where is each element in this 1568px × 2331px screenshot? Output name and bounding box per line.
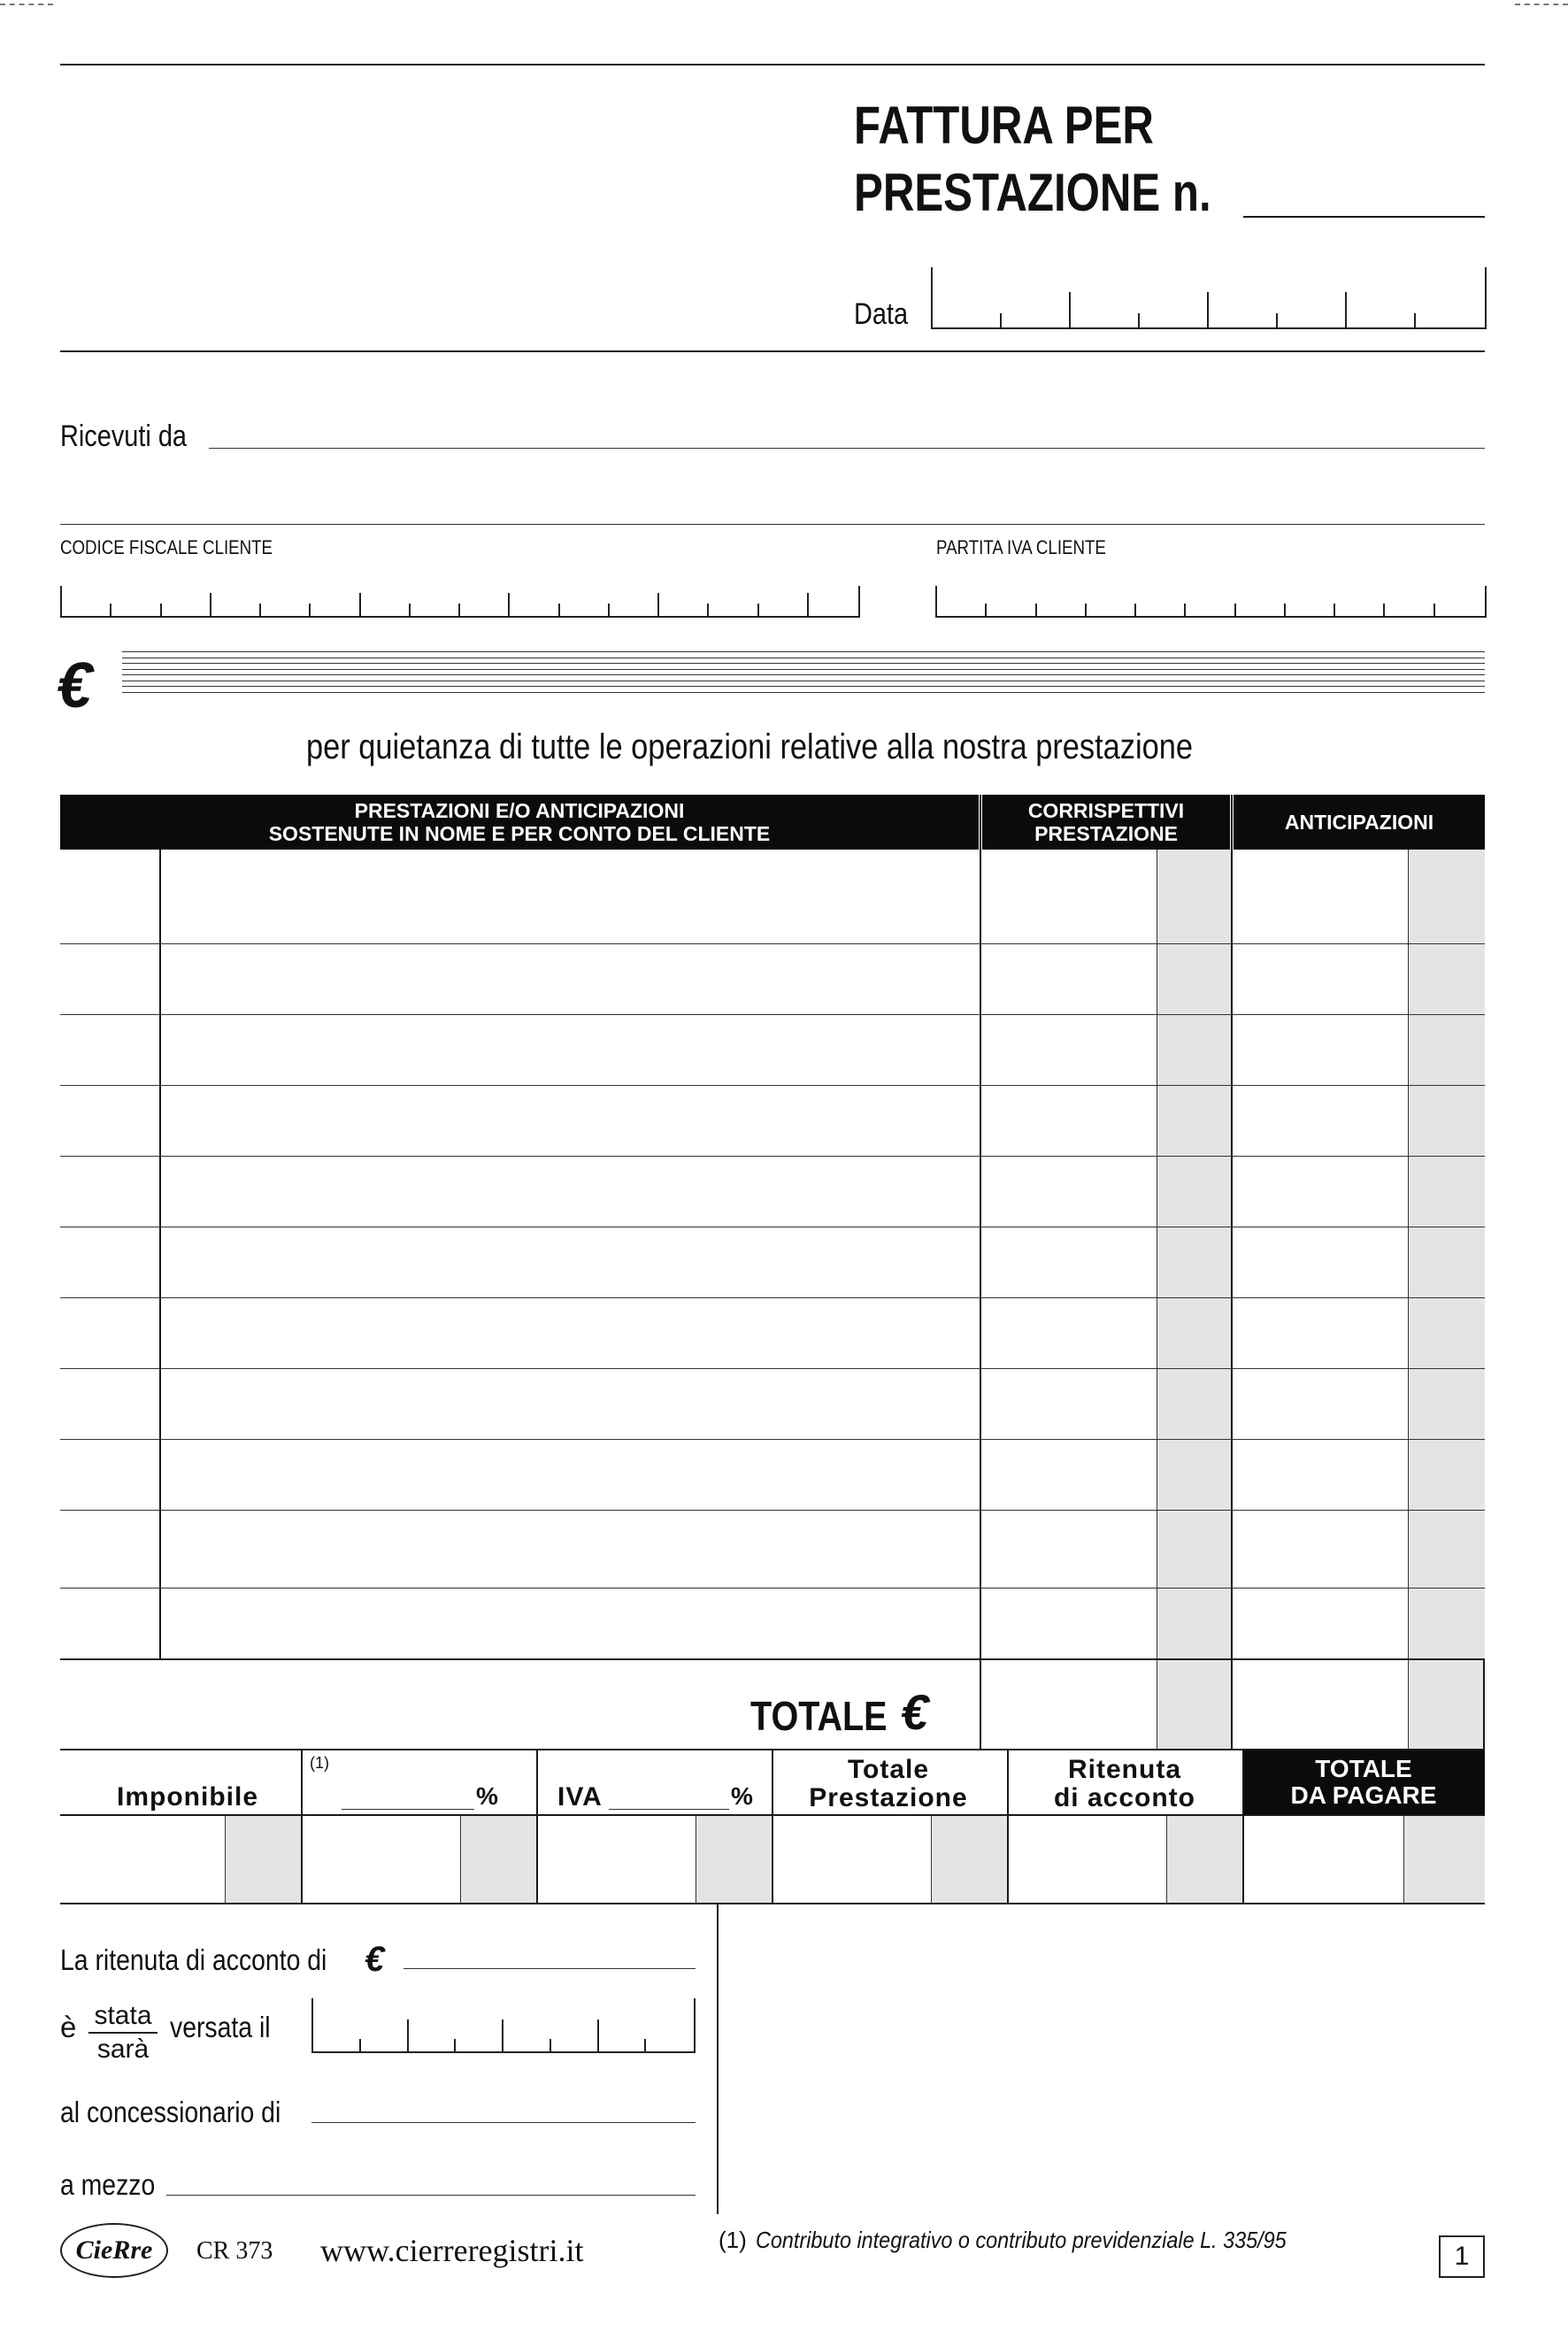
fees-cents-column <box>1157 850 1232 1749</box>
box-tick <box>1414 313 1416 327</box>
payment-date-field[interactable] <box>311 1998 696 2053</box>
box-tick <box>407 2019 409 2051</box>
amount-rule <box>122 663 1485 664</box>
date-field[interactable] <box>931 267 1487 329</box>
taxable-amount-cell[interactable] <box>60 1816 225 1903</box>
total-label: TOTALE <box>750 1693 888 1739</box>
contribution-percent-sign: % <box>476 1782 498 1810</box>
concessionaire-label: al concessionario di <box>60 2096 281 2128</box>
invoice-number-field[interactable] <box>1243 216 1485 218</box>
amount-rule <box>122 674 1485 675</box>
cierre-logo <box>60 2223 168 2278</box>
box-tick <box>409 604 411 616</box>
box-tick <box>1345 292 1347 327</box>
received-from-field[interactable] <box>209 448 1485 449</box>
advances-header-label: ANTICIPAZIONI <box>1284 810 1434 834</box>
total-due-amount-cell[interactable] <box>1244 1816 1403 1903</box>
fees-column-header <box>982 795 1230 850</box>
table-fees-divider <box>980 795 981 1749</box>
summary-divider-4 <box>1007 1750 1009 1903</box>
box-tick <box>508 593 510 616</box>
date-label: Data <box>854 297 909 331</box>
top-rule <box>60 64 1485 65</box>
fees-header-line2: PRESTAZIONE <box>1034 822 1178 845</box>
box-tick <box>1334 604 1335 616</box>
received-from-field-line2[interactable] <box>60 524 1485 525</box>
taxable-label: Imponibile <box>117 1782 258 1812</box>
total-service-line1: Totale <box>847 1755 930 1784</box>
taxable-cents-cell <box>225 1816 301 1903</box>
summary-cents-divider-5 <box>1166 1816 1167 1903</box>
box-tick <box>757 604 759 616</box>
withholding-line1: Ritenuta <box>1068 1755 1181 1784</box>
payment-method-field[interactable] <box>166 2195 696 2196</box>
box-tick <box>1085 604 1087 616</box>
table-row[interactable] <box>60 1439 1485 1440</box>
euro-icon: € <box>57 650 93 721</box>
withholding-amount-label: La ritenuta di acconto di <box>60 1943 327 1976</box>
withholding-amount-cell[interactable] <box>1009 1816 1166 1903</box>
box-tick <box>309 604 311 616</box>
summary-divider-5 <box>1242 1750 1244 1903</box>
vat-label: IVA <box>557 1782 603 1812</box>
summary-cents-divider-4 <box>931 1816 932 1903</box>
received-from-label: Ricevuti da <box>60 419 187 453</box>
box-tick <box>1383 604 1385 616</box>
table-row[interactable] <box>60 943 1485 944</box>
total-euro-icon: € <box>901 1684 929 1740</box>
fiscal-code-label: CODICE FISCALE CLIENTE <box>60 536 273 558</box>
box-tick <box>359 593 361 616</box>
box-tick <box>807 593 809 616</box>
box-tick <box>1276 313 1278 327</box>
amount-rule <box>122 651 1485 652</box>
table-row[interactable] <box>60 1297 1485 1298</box>
box-tick <box>985 604 987 616</box>
page-number-box <box>1439 2235 1485 2278</box>
box-tick <box>1234 604 1236 616</box>
table-right-edge <box>1483 1658 1485 1749</box>
withholding-cents-cell <box>1166 1816 1242 1903</box>
box-tick <box>454 2039 456 2051</box>
paid-suffix: versata il <box>170 2011 271 2043</box>
box-tick <box>458 604 460 616</box>
footnote-text: Contributo integrativo o contributo previdenziale L. 335/95 <box>756 2227 1287 2253</box>
box-tick <box>1138 313 1140 327</box>
box-tick <box>1284 604 1286 616</box>
summary-divider-3 <box>772 1750 773 1903</box>
cut-mark-left <box>0 4 53 5</box>
withholding-header <box>1009 1756 1241 1812</box>
table-row[interactable] <box>60 1156 1485 1157</box>
total-due-line1: TOTALE <box>1315 1755 1412 1782</box>
advances-column-header <box>1234 795 1485 850</box>
table-row-number-divider <box>159 850 161 1658</box>
vat-cents-cell <box>696 1816 772 1903</box>
box-tick <box>1184 604 1186 616</box>
receipt-text: per quietanza di tutte le operazioni relative alla nostra prestazione <box>306 727 1194 766</box>
cut-mark-right <box>1515 4 1568 5</box>
box-tick <box>1069 292 1071 327</box>
table-row[interactable] <box>60 1085 1485 1086</box>
summary-divider-2 <box>536 1750 538 1903</box>
box-tick <box>558 604 560 616</box>
withholding-line2: di acconto <box>1053 1783 1195 1812</box>
fiscal-code-field[interactable] <box>60 586 860 618</box>
summary-cents-divider-6 <box>1403 1816 1404 1903</box>
box-tick <box>210 593 211 616</box>
services-header-line2: SOSTENUTE IN NOME E PER CONTO DEL CLIENTE <box>268 822 771 845</box>
notes-divider <box>717 1903 719 2214</box>
concessionaire-field[interactable] <box>311 2122 696 2123</box>
summary-cents-divider-1 <box>225 1816 226 1903</box>
table-bottom-rule <box>60 1658 1485 1660</box>
box-tick <box>1000 313 1002 327</box>
website: www.cierreregistri.it <box>320 2233 584 2268</box>
table-row[interactable] <box>60 1588 1485 1589</box>
summary-cents-divider-2 <box>460 1816 461 1903</box>
vat-percent-sign: % <box>731 1782 753 1810</box>
footnote-number: (1) <box>719 2227 747 2253</box>
box-tick <box>657 593 659 616</box>
table-advances-cents-divider <box>1408 850 1409 1749</box>
total-service-header <box>772 1756 1005 1812</box>
invoice-title-line1: FATTURA PER <box>854 96 1154 155</box>
vat-number-field[interactable] <box>935 586 1487 618</box>
page-number: 1 <box>1454 2242 1470 2271</box>
cierre-logo-text: CieRre <box>75 2235 153 2265</box>
box-tick <box>110 604 111 616</box>
contribution-cents-cell <box>460 1816 536 1903</box>
box-tick <box>550 2039 551 2051</box>
amount-rule <box>122 692 1485 693</box>
fees-header-line1: CORRISPETTIVI <box>1027 799 1185 822</box>
services-column-header <box>60 795 979 850</box>
paid-prefix: è <box>60 2011 77 2043</box>
paid-option-stata[interactable]: stata <box>94 2001 152 2030</box>
payment-method-label: a mezzo <box>60 2168 156 2201</box>
box-tick <box>1433 604 1435 616</box>
summary-bottom-rule <box>60 1903 1485 1904</box>
amount-rule <box>122 669 1485 670</box>
box-tick <box>597 2019 599 2051</box>
box-tick <box>259 604 261 616</box>
paid-option-sara[interactable]: sarà <box>96 2035 150 2064</box>
contribution-percent-field[interactable] <box>342 1809 474 1810</box>
amount-rule <box>122 686 1485 687</box>
summary-divider-1 <box>301 1750 303 1903</box>
total-service-amount-cell[interactable] <box>773 1816 931 1903</box>
box-tick <box>1035 604 1037 616</box>
total-due-cents-cell <box>1403 1816 1485 1903</box>
paid-status-fraction <box>87 2000 159 2066</box>
advances-cents-column <box>1409 850 1485 1749</box>
box-tick <box>160 604 162 616</box>
invoice-title-line2: PRESTAZIONE n. <box>854 163 1211 222</box>
taxable-footnote-marker: (1) <box>310 1754 329 1772</box>
total-due-header <box>1242 1750 1485 1814</box>
table-row[interactable] <box>60 1014 1485 1015</box>
total-due-line2: DA PAGARE <box>1290 1781 1437 1809</box>
table-row[interactable] <box>60 1368 1485 1369</box>
box-tick <box>502 2019 503 2051</box>
box-tick <box>1207 292 1209 327</box>
box-tick <box>707 604 709 616</box>
vat-amount-cell[interactable] <box>538 1816 696 1903</box>
contribution-amount-cell[interactable] <box>303 1816 460 1903</box>
withholding-amount-field[interactable] <box>404 1968 696 1969</box>
withholding-euro-icon: € <box>365 1940 385 1979</box>
form-code: CR 373 <box>196 2237 273 2265</box>
box-tick <box>644 2039 646 2051</box>
table-row[interactable] <box>60 1510 1485 1511</box>
services-header-line1: PRESTAZIONI E/O ANTICIPAZIONI <box>354 799 685 822</box>
vat-number-label: PARTITA IVA CLIENTE <box>936 536 1106 558</box>
total-service-cents-cell <box>931 1816 1007 1903</box>
box-tick <box>1134 604 1136 616</box>
header-divider <box>60 350 1485 352</box>
box-tick <box>608 604 610 616</box>
table-advances-divider <box>1231 795 1233 1749</box>
total-service-line2: Prestazione <box>809 1783 968 1812</box>
vat-percent-field[interactable] <box>609 1809 729 1810</box>
box-tick <box>359 2039 361 2051</box>
